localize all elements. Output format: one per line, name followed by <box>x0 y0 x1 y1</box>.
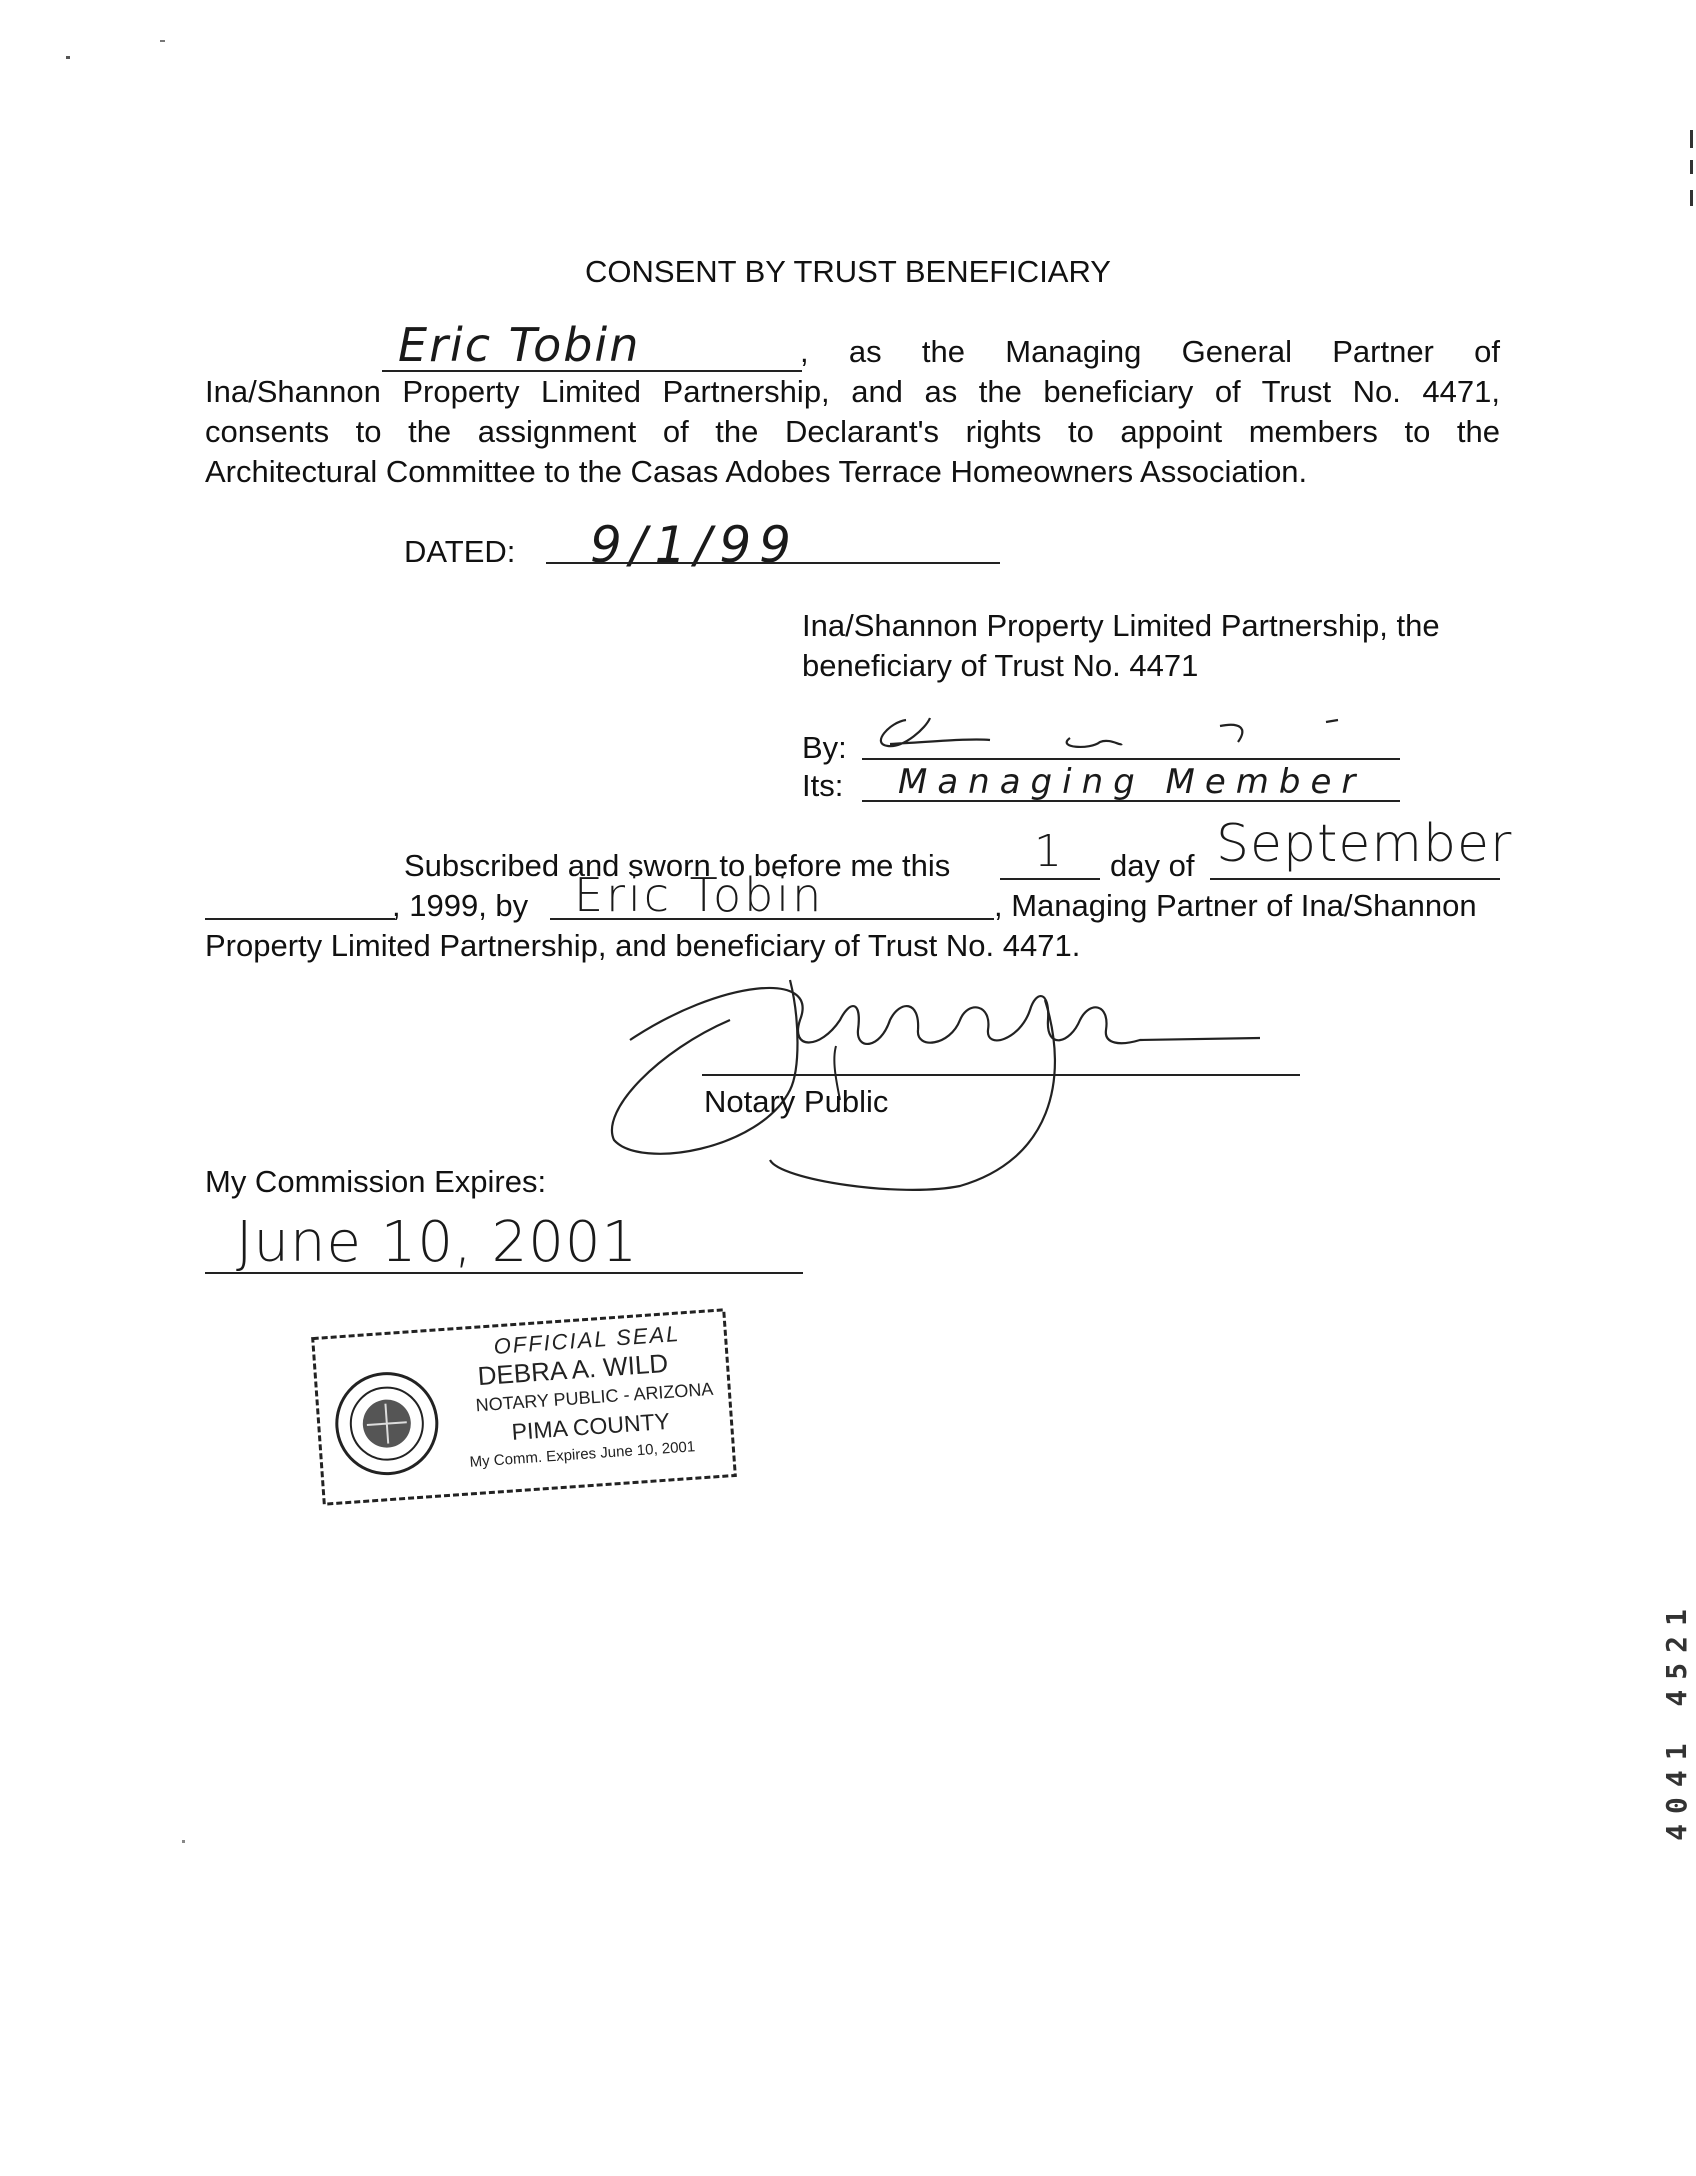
intro-line-4: Architectural Committee to the Casas Adobes Terrace Homeowners Association. <box>205 454 1308 489</box>
scan-edge-mark <box>1690 160 1693 174</box>
notary-name-handwritten: Eric Tobin <box>574 868 825 922</box>
notary-day-line <box>1000 878 1100 880</box>
intro-line-2: Ina/Shannon Property Limited Partnership, and as the beneficiary of Trust No. 4471, <box>205 374 1500 409</box>
notary-clause-part-2: day of <box>1110 848 1195 883</box>
its-label: Its: <box>802 768 844 803</box>
notary-signature <box>600 960 1280 1200</box>
dated-label: DATED: <box>404 534 516 569</box>
dated-line <box>546 562 1000 564</box>
seal-line-1: NOTARY PUBLIC - ARIZONA <box>475 1378 714 1416</box>
beneficiary-name-handwritten: Eric Tobin <box>398 318 641 372</box>
seal-line-2: PIMA COUNTY <box>510 1407 671 1445</box>
notary-month-handwritten: September <box>1216 814 1513 874</box>
official-seal-stamp <box>308 1304 739 1511</box>
notary-signature-line <box>702 1074 1300 1076</box>
by-signature-line <box>862 758 1400 760</box>
notary-clause-part-4: , Managing Partner of Ina/Shannon <box>994 888 1477 923</box>
intro-line-3: consents to the assignment of the Declarant's rights to appoint members to the <box>205 414 1500 449</box>
scan-edge-mark <box>1690 190 1693 206</box>
signatory-line-2: beneficiary of Trust No. 4471 <box>802 648 1199 683</box>
dated-value-handwritten: 9/1/99 <box>590 516 799 574</box>
notary-clause-part-1: Subscribed and sworn to before me this <box>404 848 951 883</box>
notary-name-line <box>550 918 994 920</box>
scan-speck <box>66 56 70 59</box>
its-line <box>862 800 1400 802</box>
commission-label: My Commission Expires: <box>205 1164 547 1199</box>
scan-speck <box>160 40 165 42</box>
seal-notary-name: DEBRA A. WILD <box>476 1347 670 1392</box>
notary-clause-line-3: Property Limited Partnership, and beneficiary of Trust No. 4471. <box>205 928 1081 963</box>
by-signature <box>860 708 1400 762</box>
notary-month-line <box>1210 878 1500 880</box>
commission-line <box>205 1272 803 1274</box>
seal-line-3: My Comm. Expires June 10, 2001 <box>469 1438 696 1471</box>
by-label: By: <box>802 730 847 765</box>
notary-public-label: Notary Public <box>704 1084 889 1119</box>
scan-edge-mark <box>1690 130 1693 148</box>
margin-document-number: 4041 4521 <box>1660 1599 1693 1841</box>
scan-speck <box>182 1840 185 1843</box>
document-title: CONSENT BY TRUST BENEFICIARY <box>585 254 1111 289</box>
notary-day-handwritten: 1 <box>1034 826 1062 877</box>
notary-month-line-continued <box>205 918 395 920</box>
its-value-handwritten: Managing Member <box>898 762 1366 802</box>
intro-line-1: , as the Managing General Partner of <box>800 334 1500 369</box>
commission-value-handwritten: June 10, 2001 <box>236 1210 639 1275</box>
notary-clause-part-3: , 1999, by <box>392 888 529 923</box>
seal-heading: OFFICIAL SEAL <box>492 1320 682 1359</box>
signatory-line-1: Ina/Shannon Property Limited Partnership, the <box>802 608 1440 643</box>
